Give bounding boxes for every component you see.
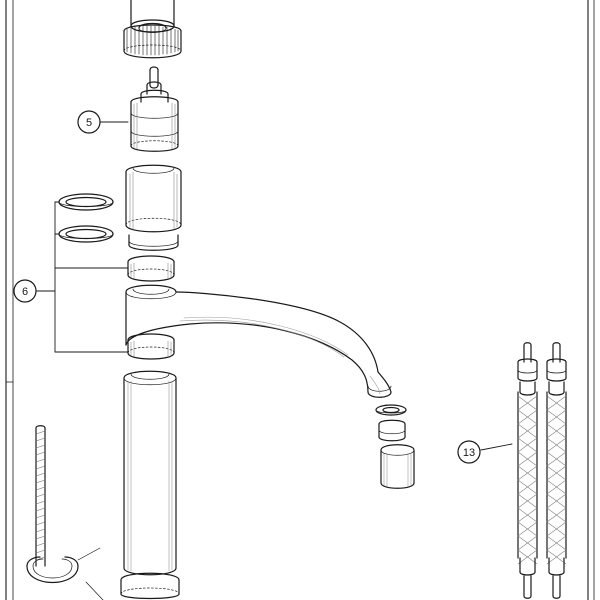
callout-13-label: 13 [462,447,476,459]
supply-hose-left [518,343,537,599]
page-border [6,0,594,600]
callout-leaders [36,122,512,450]
retaining-ring-lower [128,334,174,359]
body-column [124,371,176,575]
callout-13[interactable] [458,441,480,463]
mounting-clip [27,548,103,600]
o-ring-lower [59,226,113,242]
cap-sleeve [126,165,181,250]
callout-6-label: 6 [21,286,29,298]
spout-tube [126,285,391,397]
aerator-cap-top [124,0,181,58]
retaining-ring-upper [128,256,174,281]
callout-5-label: 5 [85,117,93,129]
aerator-housing [381,445,414,489]
cartridge-body [131,67,178,151]
aerator-screen [379,420,405,441]
base-ring [121,573,179,598]
callout-5[interactable] [78,111,100,133]
o-ring-upper [59,194,113,210]
spout-end-washer [376,405,406,415]
callout-6[interactable] [14,280,36,302]
threaded-rod [36,426,45,566]
supply-hose-right [547,343,566,599]
